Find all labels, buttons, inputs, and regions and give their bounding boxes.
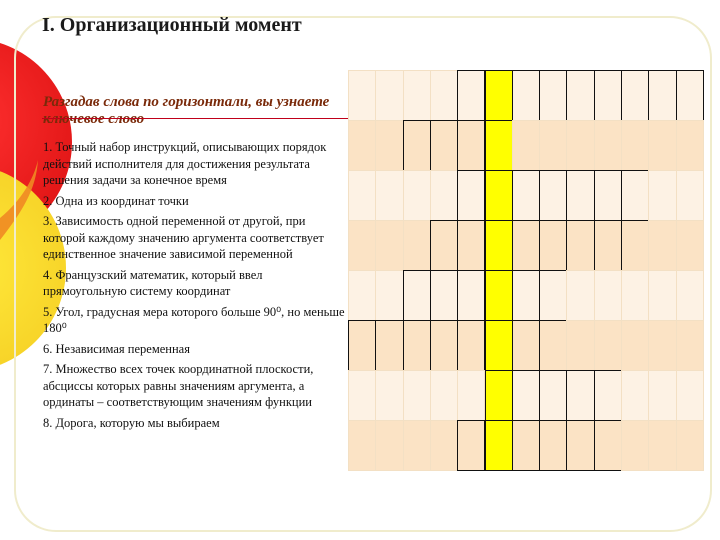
- crossword-cell-row-3[interactable]: [621, 170, 649, 221]
- crossword-empty-cell: [348, 120, 376, 171]
- crossword-cell-row-5[interactable]: [403, 270, 431, 321]
- crossword-key-cell-row-7[interactable]: [485, 370, 513, 421]
- crossword-key-cell-row-3[interactable]: [485, 170, 513, 221]
- crossword-empty-cell: [648, 420, 676, 471]
- crossword-empty-cell: [430, 70, 458, 121]
- crossword-cell-row-1[interactable]: [676, 70, 704, 121]
- crossword-cell-row-6[interactable]: [457, 320, 485, 371]
- crossword-empty-cell: [430, 170, 458, 221]
- crossword-empty-cell: [512, 120, 540, 171]
- crossword-empty-cell: [621, 120, 649, 171]
- crossword-cell-row-3[interactable]: [594, 170, 622, 221]
- crossword-cell-row-4[interactable]: [621, 220, 649, 271]
- clue-1: 1. Точный набор инструкций, описывающих порядок действий исполнителя для достижения результата решения задачи за конечное время: [43, 140, 327, 187]
- crossword-cell-row-8[interactable]: [566, 420, 594, 471]
- crossword-empty-cell: [648, 170, 676, 221]
- clue-7: 7. Множество всех точек координатной плоскости, абсциссы которых равны значениям аргумента, а ординаты – соответствующим значениям функции: [43, 362, 314, 409]
- crossword-empty-cell: [403, 170, 431, 221]
- crossword-cell-row-8[interactable]: [539, 420, 567, 471]
- crossword-empty-cell: [539, 120, 567, 171]
- crossword-empty-cell: [348, 270, 376, 321]
- crossword-empty-cell: [676, 370, 704, 421]
- crossword-empty-cell: [648, 320, 676, 371]
- crossword-key-cell-row-4[interactable]: [485, 220, 513, 271]
- crossword-cell-row-7[interactable]: [539, 370, 567, 421]
- crossword-cell-row-7[interactable]: [512, 370, 540, 421]
- crossword-cell-row-2[interactable]: [403, 120, 431, 171]
- clue-list: [43, 139, 349, 435]
- crossword-empty-cell: [375, 120, 403, 171]
- crossword-cell-row-5[interactable]: [457, 270, 485, 321]
- crossword-key-cell-row-5[interactable]: [485, 270, 513, 321]
- crossword-cell-row-6[interactable]: [512, 320, 540, 371]
- crossword-empty-cell: [430, 370, 458, 421]
- crossword-empty-cell: [375, 170, 403, 221]
- crossword-empty-cell: [348, 170, 376, 221]
- crossword-empty-cell: [403, 70, 431, 121]
- crossword-key-cell-row-1[interactable]: [485, 70, 513, 121]
- crossword-empty-cell: [375, 370, 403, 421]
- crossword-cell-row-1[interactable]: [648, 70, 676, 121]
- clue-3: 3. Зависимость одной переменной от другой, при которой каждому значению аргумента соответствует единственное значение зависимой переменной: [43, 214, 324, 261]
- crossword-cell-row-1[interactable]: [594, 70, 622, 121]
- crossword-cell-row-4[interactable]: [566, 220, 594, 271]
- crossword-key-cell-row-8[interactable]: [485, 420, 513, 471]
- crossword-empty-cell: [348, 70, 376, 121]
- crossword-cell-row-8[interactable]: [457, 420, 485, 471]
- clue-8: 8. Дорога, которую мы выбираем: [43, 415, 220, 430]
- intro-text: Разгадав слова по горизонтали, вы узнаете ключевое слово: [43, 94, 330, 127]
- clue-4: 4. Французский математик, который ввел прямоугольную систему координат: [43, 267, 263, 298]
- crossword-empty-cell: [594, 120, 622, 171]
- crossword-empty-cell: [403, 220, 431, 271]
- crossword-cell-row-5[interactable]: [539, 270, 567, 321]
- crossword-empty-cell: [348, 420, 376, 471]
- crossword-empty-cell: [648, 120, 676, 171]
- crossword-key-cell-row-2[interactable]: [485, 120, 513, 171]
- crossword-cell-row-3[interactable]: [457, 170, 485, 221]
- crossword-empty-cell: [594, 270, 622, 321]
- crossword-cell-row-6[interactable]: [539, 320, 567, 371]
- crossword-cell-row-4[interactable]: [457, 220, 485, 271]
- crossword-cell-row-3[interactable]: [566, 170, 594, 221]
- crossword-empty-cell: [648, 370, 676, 421]
- crossword-cell-row-6[interactable]: [403, 320, 431, 371]
- crossword-empty-cell: [403, 420, 431, 471]
- crossword-empty-cell: [676, 220, 704, 271]
- crossword-empty-cell: [676, 270, 704, 321]
- clue-6: 6. Независимая переменная: [43, 341, 190, 356]
- crossword-empty-cell: [375, 420, 403, 471]
- crossword-cell-row-8[interactable]: [512, 420, 540, 471]
- page-title: I. Организационный момент: [42, 14, 302, 36]
- intro-underline: [42, 118, 348, 119]
- crossword-cell-row-3[interactable]: [512, 170, 540, 221]
- crossword-cell-row-1[interactable]: [457, 70, 485, 121]
- crossword-cell-row-5[interactable]: [512, 270, 540, 321]
- crossword-cell-row-1[interactable]: [566, 70, 594, 121]
- crossword-empty-cell: [566, 320, 594, 371]
- crossword-cell-row-2[interactable]: [457, 120, 485, 171]
- crossword-empty-cell: [594, 320, 622, 371]
- crossword-cell-row-6[interactable]: [375, 320, 403, 371]
- crossword-cell-row-6[interactable]: [348, 320, 376, 371]
- crossword-cell-row-6[interactable]: [430, 320, 458, 371]
- crossword-empty-cell: [676, 420, 704, 471]
- crossword-empty-cell: [676, 120, 704, 171]
- crossword-empty-cell: [566, 270, 594, 321]
- clue-5: 5. Угол, градусная мера которого больше 90⁰, но меньше 180⁰: [43, 304, 345, 335]
- crossword-cell-row-5[interactable]: [430, 270, 458, 321]
- crossword-empty-cell: [566, 120, 594, 171]
- crossword-empty-cell: [648, 220, 676, 271]
- crossword-cell-row-7[interactable]: [566, 370, 594, 421]
- crossword-cell-row-4[interactable]: [430, 220, 458, 271]
- crossword-cell-row-4[interactable]: [539, 220, 567, 271]
- crossword-empty-cell: [348, 370, 376, 421]
- crossword-empty-cell: [348, 220, 376, 271]
- crossword-empty-cell: [676, 170, 704, 221]
- crossword-empty-cell: [621, 370, 649, 421]
- crossword-cell-row-1[interactable]: [512, 70, 540, 121]
- crossword-cell-row-4[interactable]: [594, 220, 622, 271]
- crossword-empty-cell: [621, 270, 649, 321]
- crossword-cell-row-7[interactable]: [594, 370, 622, 421]
- crossword-empty-cell: [375, 70, 403, 121]
- crossword-cell-row-2[interactable]: [430, 120, 458, 171]
- crossword-empty-cell: [430, 420, 458, 471]
- crossword-empty-cell: [648, 270, 676, 321]
- crossword-empty-cell: [621, 320, 649, 371]
- crossword-empty-cell: [457, 370, 485, 421]
- crossword-cell-row-1[interactable]: [539, 70, 567, 121]
- crossword-cell-row-3[interactable]: [539, 170, 567, 221]
- crossword-key-cell-row-6[interactable]: [485, 320, 513, 371]
- crossword-empty-cell: [403, 370, 431, 421]
- clue-2: 2. Одна из координат точки: [43, 193, 189, 208]
- crossword-cell-row-4[interactable]: [512, 220, 540, 271]
- crossword-empty-cell: [375, 270, 403, 321]
- crossword-empty-cell: [676, 320, 704, 371]
- crossword-cell-row-8[interactable]: [594, 420, 622, 471]
- crossword-cell-row-1[interactable]: [621, 70, 649, 121]
- crossword-empty-cell: [375, 220, 403, 271]
- crossword-empty-cell: [621, 420, 649, 471]
